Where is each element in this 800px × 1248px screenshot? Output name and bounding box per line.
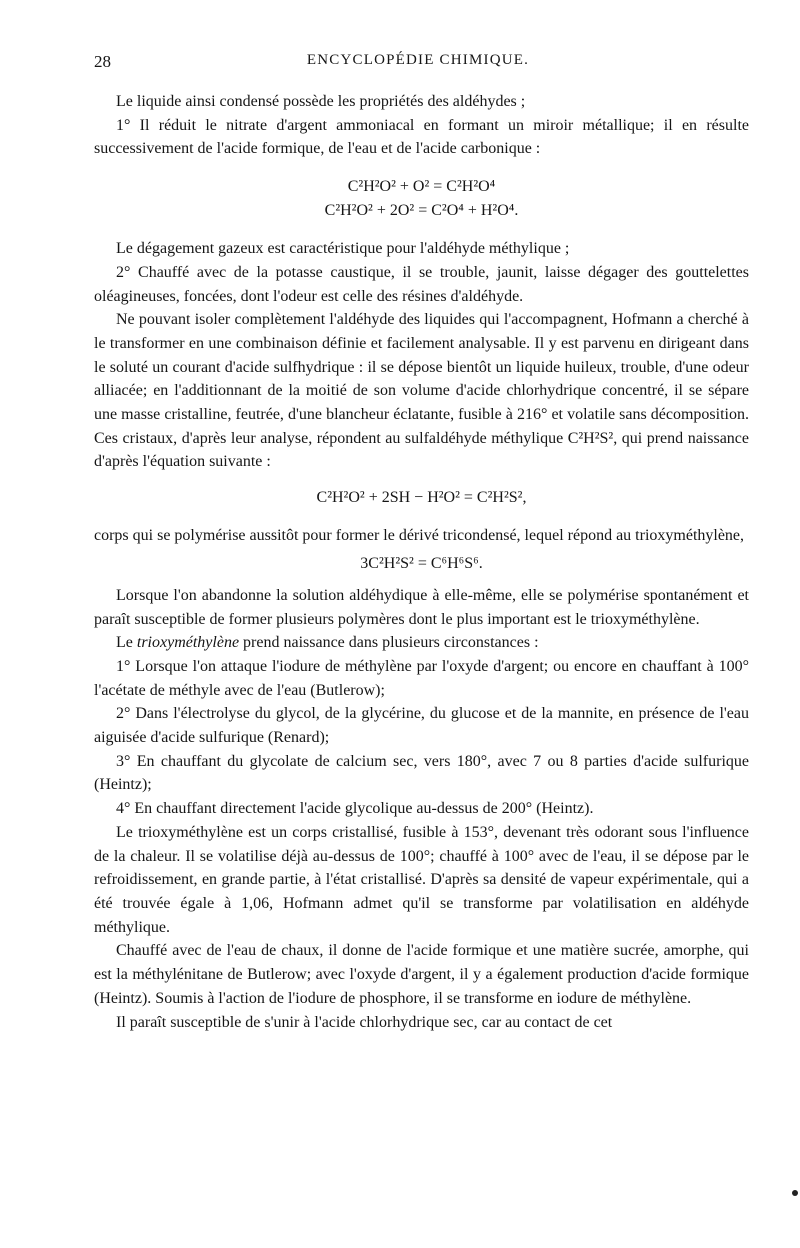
paragraph: 1° Il réduit le nitrate d'argent ammoniacal en formant un miroir métallique; il en résulte successivement de l'acide formique, de l'eau et de l'acide carbonique : <box>94 116 749 158</box>
page-number: 28 <box>94 52 111 71</box>
page-header <box>88 52 748 78</box>
paragraph: Ne pouvant isoler complètement l'aldéhyde des liquides qui l'accompagnent, Hofmann a cherché à le transformer en une combinaison définie et facilement analysable. Il y est parvenu en dirigeant dans le soluté un courant d'acide sulfhydrique : il se dépose bientôt un liquide huileux, trouble, d'une odeur alliacée; en l'additionnant de la moitié de son volume d'acide chlorhydrique concentré, il se sépare une masse cristalline, feutrée, d'une blancheur éclatante, fusible à 216° et volatile sans décomposition. Ces cristaux, d'après leur analyse, répondent au sulfaldéhyde méthylique C²H²S², qui prend naissance d'après l'équation suivante : <box>94 311 749 471</box>
paragraph: Il paraît susceptible de s'unir à l'acide chlorhydrique sec, car au contact de cet <box>116 1013 613 1031</box>
formula: 3C²H²S² = C⁶H⁶S⁶. <box>360 554 483 572</box>
paragraph: 1° Lorsque l'on attaque l'iodure de méthylène par l'oxyde d'argent; ou encore en chauffant à 100° l'acétate de méthyle avec de l'eau (Butlerow); <box>94 657 749 699</box>
paragraph-rest: prend naissance dans plusieurs circonstances : <box>243 634 539 652</box>
running-head: ENCYCLOPÉDIE CHIMIQUE. <box>306 52 530 68</box>
paragraph: Le liquide ainsi condensé possède les propriétés des aldéhydes ; <box>116 93 526 110</box>
paragraph: 2° Chauffé avec de la potasse caustique, il se trouble, jaunit, laisse dégager des gouttelettes oléagineuses, foncées, dont l'odeur est celle des résines d'aldéhyde. <box>94 263 749 305</box>
equation-block <box>94 552 749 576</box>
paragraph: Le trioxyméthylène est un corps cristallisé, fusible à 153°, devenant très odorant sous l'influence de la chaleur. Il se volatilise déjà au-dessus de 100°; chauffé à 100° avec de l'eau, il se dépose par le refroidissement, en grande partie, à l'état cristallisé. D'après sa densité de vapeur expérimentale, qui a été trouvée égale à 1,06, Hofmann admet qu'il se transforme par volatilisation en aldéhyde méthylique. <box>94 823 749 936</box>
formula: C²H²O² + 2SH − H²O² = C²H²S², <box>316 489 527 507</box>
equation-block <box>94 486 749 510</box>
paragraph: 4° En chauffant directement l'acide glycolique au-dessus de 200° (Heintz). <box>116 800 594 818</box>
paragraph: Chauffé avec de l'eau de chaux, il donne de l'acide formique et une matière sucrée, amorphe, qui est la méthylénitane de Butlerow; avec l'oxyde d'argent, il y a également production d'acide formique (Heintz). Soumis à l'action de l'iodure de phosphore, il se transforme en iodure de méthylène. <box>94 942 749 1007</box>
equation-block <box>94 175 749 223</box>
paragraph: 2° Dans l'électrolyse du glycol, de la glycérine, du glucose et de la mannite, en présence de l'eau aiguisée d'acide sulfurique (Renard); <box>94 705 749 747</box>
paragraph-lead: Le <box>116 634 133 652</box>
paragraph: 3° En chauffant du glycolate de calcium sec, vers 180°, avec 7 ou 8 parties d'acide sulfurique (Heintz); <box>94 752 749 794</box>
margin-mark <box>792 1190 798 1196</box>
italic-term: trioxyméthylène <box>136 634 240 652</box>
paragraph: corps qui se polymérise aussitôt pour former le dérivé tricondensé, lequel répond au trioxyméthylène, <box>94 527 745 545</box>
formula: C²H²O² + 2O² = C²O⁴ + H²O⁴. <box>324 202 519 220</box>
formula: C²H²O² + O² = C²H²O⁴ <box>347 178 496 196</box>
page-body <box>94 90 749 1034</box>
paragraph: Le dégagement gazeux est caractéristique pour l'aldéhyde méthylique ; <box>116 240 570 258</box>
paragraph <box>94 631 749 655</box>
paragraph: Lorsque l'on abandonne la solution aldéhydique à elle-même, elle se polymérise spontanément et paraît susceptible de former plusieurs polymères dont le plus important est le trioxyméthylène. <box>94 586 749 628</box>
